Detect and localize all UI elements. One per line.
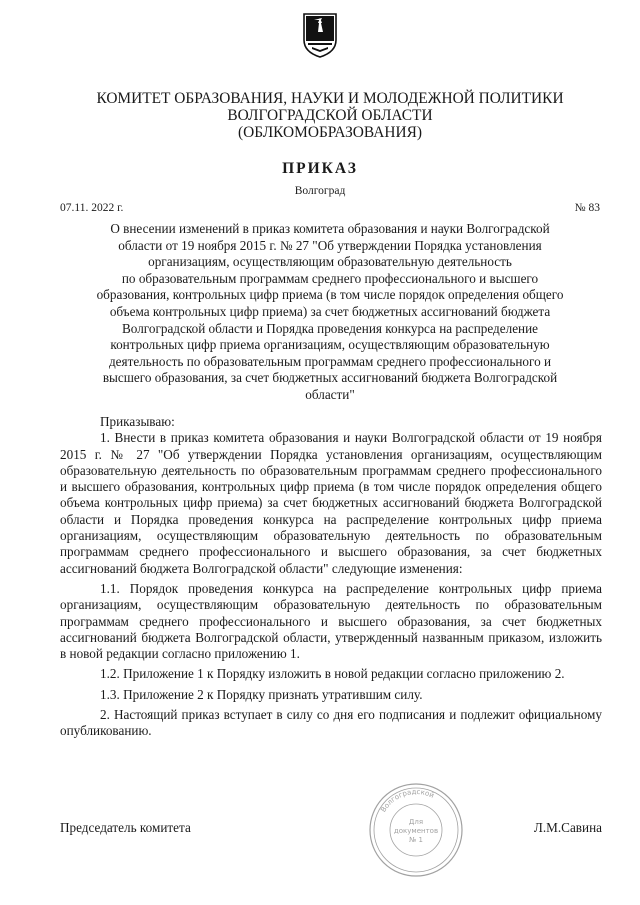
- stamp-center-text-3: № 1: [409, 836, 423, 844]
- document-body: [60, 414, 602, 740]
- official-stamp: [368, 782, 464, 878]
- paragraph-1-1: 1.1. Порядок проведения конкурса на распределение контрольных цифр приема организациям, осуществляющим образовательную деятельность по образовательным программам среднего профессионального и высшего образования, за счет бюджетных ассигнований бюджета Волгоградской области, утвержденный названным приказом, изложить в новой редакции согласно приложению 1.: [60, 580, 602, 662]
- subject-line: высшего образования, за счет бюджетных ассигнований бюджета Волгоградской: [102, 370, 558, 386]
- paragraph-1-3: 1.3. Приложение 2 к Порядку признать утратившим силу.: [100, 686, 423, 702]
- org-name-line-3: (ОБЛКОМОБРАЗОВАНИЯ): [238, 124, 422, 141]
- order-word: Приказываю:: [100, 414, 175, 429]
- subject-line: объема контрольных цифр приема) за счет бюджетных ассигнований бюджета: [109, 303, 551, 319]
- subject-line: области от 19 ноября 2015 г. № 27 "Об утверждении Порядка установления: [118, 237, 542, 253]
- subject-line: контрольных цифр приема организациям, осуществляющим образовательную: [110, 337, 550, 353]
- org-name-line-2: ВОЛГОГРАДСКОЙ ОБЛАСТИ: [227, 107, 433, 124]
- document-number: № 83: [574, 202, 600, 214]
- stamp-center-text-2: документов: [393, 827, 439, 835]
- subject-line: деятельность по образовательным программам среднего профессионального и: [108, 353, 552, 369]
- stamp-ring-text: Волгоградской: [379, 787, 436, 814]
- paragraph-2: 2. Настоящий приказ вступает в силу со дня его подписания и подлежит официальному опубликованию.: [60, 707, 602, 739]
- paragraph-1-2: 1.2. Приложение 1 к Порядку изложить в новой редакции согласно приложению 2.: [100, 666, 565, 682]
- subject-line: области": [305, 386, 355, 402]
- signatory-name: Л.М.Савина: [533, 820, 602, 835]
- subject-line: организациям, осуществляющим образовательную деятельность: [148, 254, 512, 270]
- organization-header: [60, 90, 600, 141]
- svg-text:Волгоградской: [379, 788, 435, 814]
- city: Волгоград: [294, 185, 346, 197]
- document-type-title: ПРИКАЗ: [282, 160, 358, 177]
- paragraph-1: 1. Внести в приказ комитета образования и науки Волгоградской области от 19 ноября 2015 г. № 27 "Об утверждении Порядка установления организациям, осуществляющим образовательную деятельность по образовательным программам среднего профессионального и высшего образования, контрольных цифр приема (в том числе порядок определения общего объема контрольных цифр приема) за счет бюджетных ассигнований бюджета Волгоградской области и Порядка проведения конкурса на распределение контрольных цифр приема организациям, осуществляющим образовательную деятельность по образовательным программам среднего профессионального и высшего образования, за счет бюджетных ассигнований бюджета Волгоградской области" следующие изменения:: [60, 430, 602, 576]
- document-date: 07.11. 2022 г.: [60, 202, 124, 214]
- document-subject: [56, 221, 604, 404]
- org-name-line-1: КОМИТЕТ ОБРАЗОВАНИЯ, НАУКИ И МОЛОДЕЖНОЙ ПОЛИТИКИ: [96, 90, 564, 107]
- signatory-role: Председатель комитета: [60, 820, 191, 835]
- coat-of-arms-icon: [302, 12, 338, 58]
- subject-line: образования, контрольных цифр приема (в том числе порядок определения общего: [96, 287, 564, 303]
- subject-line: по образовательным программам среднего профессионального и высшего: [121, 270, 539, 286]
- subject-line: О внесении изменений в приказ комитета образования и науки Волгоградской: [110, 221, 550, 236]
- stamp-center-text-1: Для: [408, 818, 424, 826]
- subject-line: Волгоградской области и Порядка проведения конкурса на распределение: [121, 320, 539, 336]
